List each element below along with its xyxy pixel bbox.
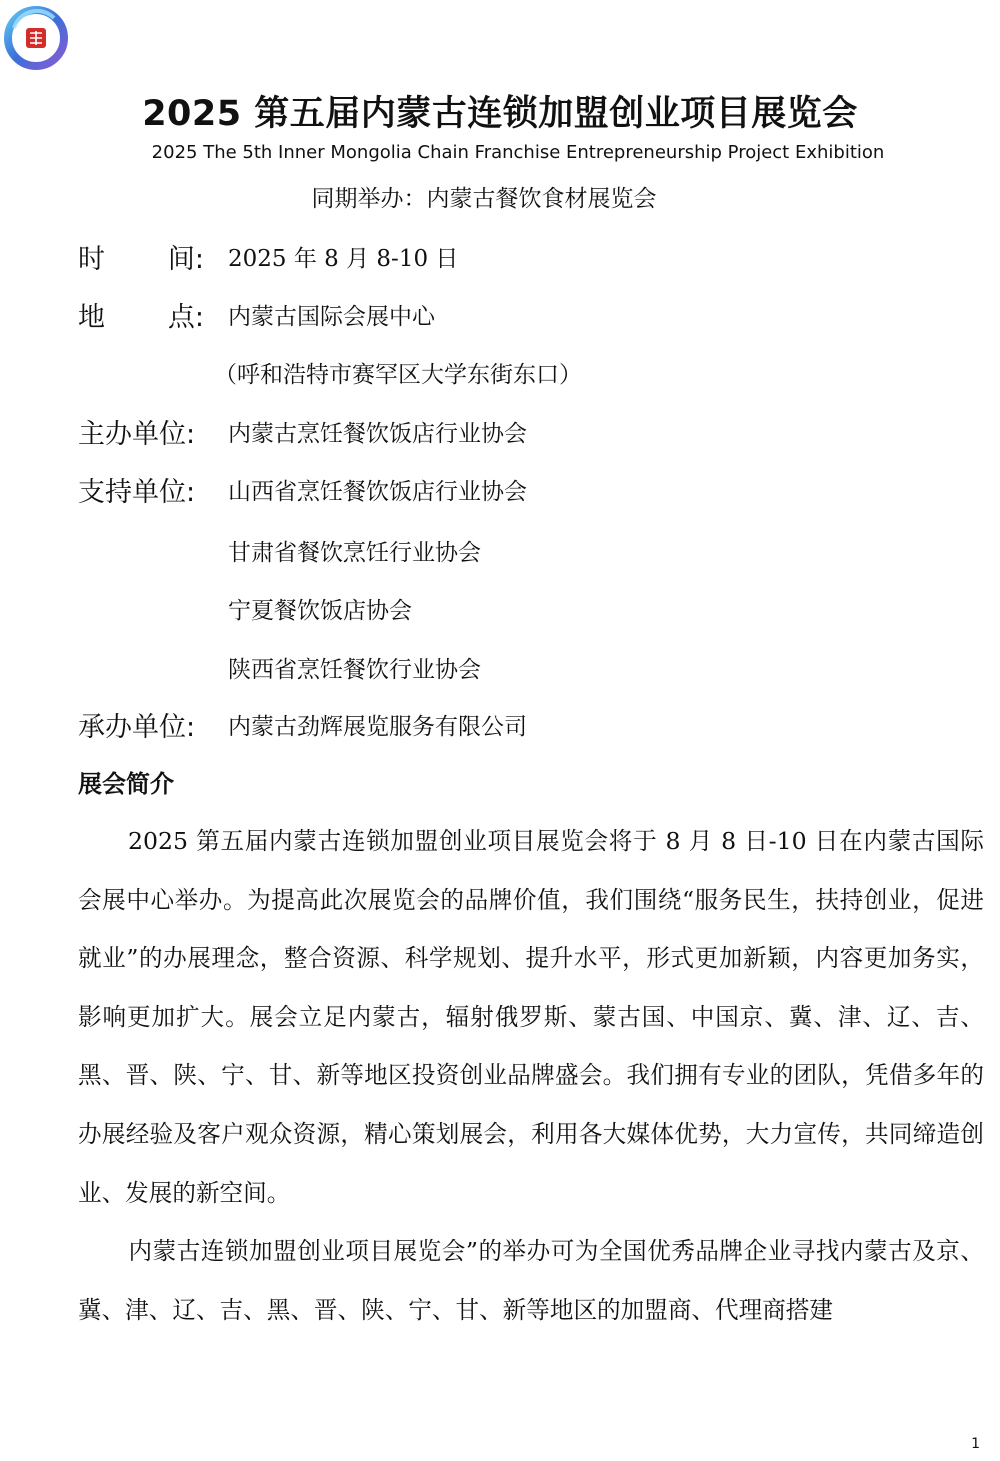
time-value: 2025 年 8 月 8-10 日 (228, 245, 459, 272)
time-row (78, 236, 458, 276)
host-label: 主办单位: (78, 418, 196, 450)
place-label: 地 点: (78, 301, 204, 333)
intro-paragraph: 2025 第五届内蒙古连锁加盟创业项目展览会将于 8 月 8 日-10 日在内蒙古国际会展中心举办。为提高此次展览会的品牌价值，我们围绕“服务民生，扶持创业，促进就业”的办展理念，整合资源、科学规划、提升水平，形式更加新颖，内容更加务实，影响更加扩大。展会立足内蒙古，辐射俄罗斯、蒙古国、中国京、冀、津、辽、吉、黑、晋、陕、宁、甘、新等地区投资创业品牌盛会。我们拥有专业的团队，凭借多年的办展经验及客户观众资源，精心策划展会，利用各大媒体优势，大力宣传，共同缔造创业、发展的新空间。 (78, 827, 984, 1207)
place-address: （呼和浩特市赛罕区大学东街东口） (214, 362, 582, 388)
organizer-label: 承办单位: (78, 711, 196, 743)
exhibition-logo-icon (4, 6, 68, 70)
intro-paragraph: 内蒙古连锁加盟创业项目展览会”的举办可为全国优秀品牌企业寻找内蒙古及京、冀、津、辽、吉、黑、晋、陕、宁、甘、新等地区的加盟商、代理商搭建 (78, 1237, 984, 1324)
page-subtitle-english: 2025 The 5th Inner Mongolia Chain Franchise Entrepreneurship Project Exhibition (151, 142, 885, 163)
time-label: 时 间: (78, 243, 204, 275)
host-row (78, 411, 527, 451)
section-heading-intro: 展会简介 (78, 770, 174, 798)
host-value: 内蒙古烹饪餐饮饭店行业协会 (228, 420, 527, 447)
organizer-row (78, 704, 527, 744)
page-number: 1 (971, 1436, 980, 1452)
page-title: 2025 第五届内蒙古连锁加盟创业项目展览会 (142, 94, 858, 134)
place-value: 内蒙古国际会展中心 (228, 303, 435, 330)
supporter-item: 甘肃省餐饮烹饪行业协会 (228, 540, 481, 566)
place-row (78, 294, 435, 334)
concurrent-event: 同期举办：内蒙古餐饮食材展览会 (311, 186, 657, 212)
support-label: 支持单位: (78, 476, 196, 508)
supporter-item: 宁夏餐饮饭店协会 (228, 598, 412, 624)
supporter-item: 陕西省烹饪餐饮行业协会 (228, 657, 481, 683)
support-row (78, 469, 527, 509)
supporter-item: 山西省烹饪餐饮饭店行业协会 (228, 478, 527, 505)
organizer-value: 内蒙古劲辉展览服务有限公司 (228, 713, 527, 740)
